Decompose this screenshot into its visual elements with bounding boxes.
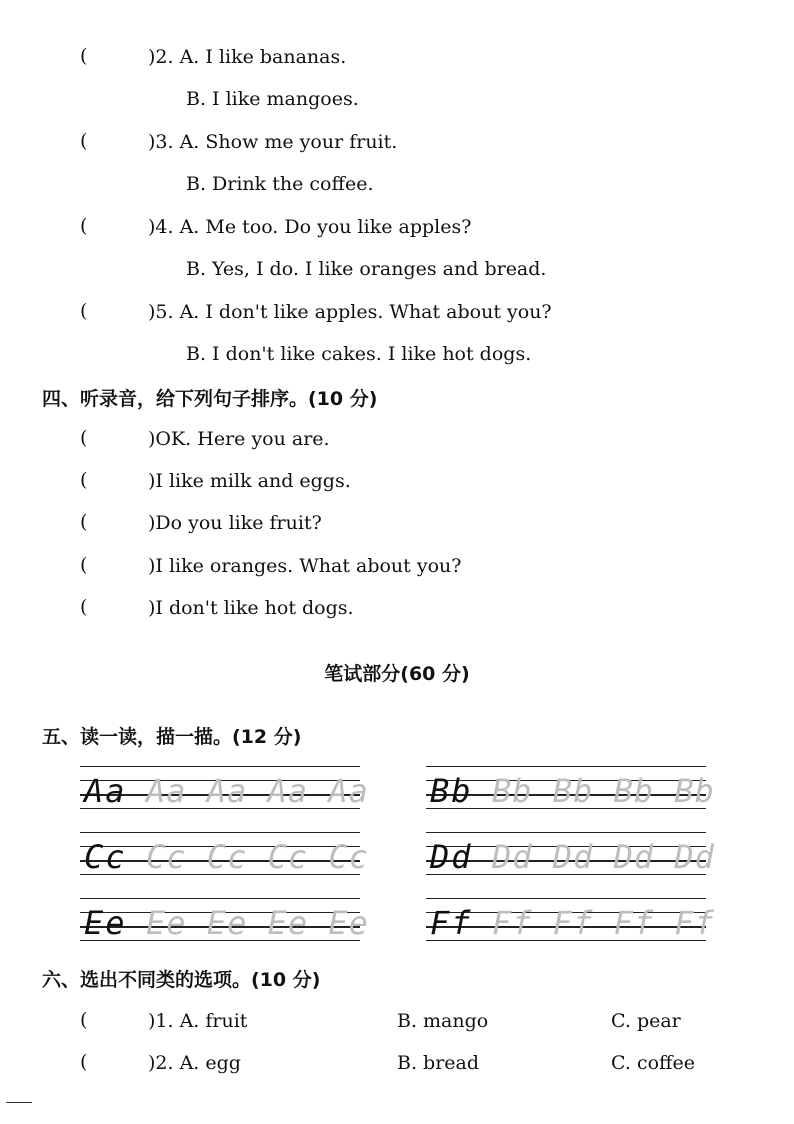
answer-paren: ( [80,1009,88,1031]
answer-paren: ( [80,427,88,449]
question-option-a: )2. A. I like bananas. [148,46,347,68]
answer-paren: ( [80,1051,88,1073]
handwriting-row [426,762,715,814]
section-heading: 五、读一读，描一描。(12 分) [42,726,302,748]
answer-paren: ( [80,511,88,533]
sentence-item: )Do you like fruit? [148,512,322,534]
trace-letters: Ff Ff Ff Ff [492,904,715,942]
trace-letters: Bb Bb Bb Bb [492,772,715,810]
model-letters: Ee [84,904,127,942]
option-c: C. pear [611,1010,681,1032]
option-a: )1. A. fruit [148,1010,248,1032]
handwriting-row [426,828,715,880]
question-option-b: B. I don't like cakes. I like hot dogs. [186,343,532,365]
answer-paren: ( [80,469,88,491]
model-letters: Aa [84,772,127,810]
section-heading: 四、听录音，给下列句子排序。(10 分) [42,388,378,410]
option-c: C. coffee [611,1052,696,1074]
model-letters: Bb [430,772,473,810]
question-option-b: B. Drink the coffee. [186,173,374,195]
sentence-item: )I don't like hot dogs. [148,597,354,619]
option-b: B. bread [397,1052,480,1074]
handwriting-row [80,894,369,946]
model-letters: Dd [430,838,473,876]
handwriting-row [426,894,715,946]
option-a: )2. A. egg [148,1052,241,1074]
sentence-item: )I like oranges. What about you? [148,555,462,577]
answer-paren: ( [80,596,88,618]
answer-paren: ( [80,554,88,576]
option-b: B. mango [397,1010,489,1032]
question-option-b: B. Yes, I do. I like oranges and bread. [186,258,547,280]
trace-letters: Ee Ee Ee Ee [146,904,369,942]
trace-letters: Aa Aa Aa Aa [146,772,369,810]
sentence-item: )OK. Here you are. [148,428,330,450]
answer-paren: ( [80,45,88,67]
trace-letters: Cc Cc Cc Cc [146,838,369,876]
model-letters: Ff [430,904,473,942]
question-option-a: )3. A. Show me your fruit. [148,131,398,153]
trace-letters: Dd Dd Dd Dd [492,838,715,876]
question-option-b: B. I like mangoes. [186,88,359,110]
question-option-a: )5. A. I don't like apples. What about you? [148,301,552,323]
section-heading: 六、选出不同类的选项。(10 分) [42,969,321,991]
handwriting-row [80,828,369,880]
page-edge-mark [6,1102,32,1103]
written-part-title: 笔试部分(60 分) [324,663,470,685]
answer-paren: ( [80,215,88,237]
answer-paren: ( [80,130,88,152]
model-letters: Cc [84,838,127,876]
handwriting-row [80,762,369,814]
sentence-item: )I like milk and eggs. [148,470,351,492]
question-option-a: )4. A. Me too. Do you like apples? [148,216,472,238]
answer-paren: ( [80,300,88,322]
